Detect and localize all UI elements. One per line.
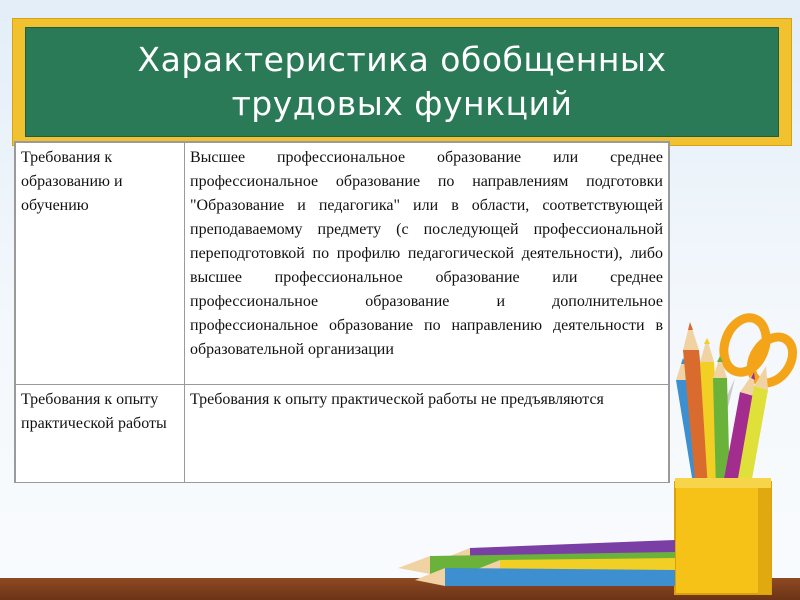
slide-title-line-2: трудовых функций xyxy=(231,84,573,123)
row-label-education: Требования к образованию и обучению xyxy=(16,143,185,385)
row-label-experience: Требования к опыту практической работы xyxy=(16,385,185,483)
row-value-experience: Требования к опыту практической работы не предъявляются xyxy=(185,385,669,483)
slide-title-line-1: Характеристика обобщенных xyxy=(137,40,667,79)
row-value-education: Высшее профессиональное образование или среднее профессиональное образование по направлениям подготовки "Образование и педагогика" или в области, соответствующей преподаваемому предмету (с последующей профессиональной переподготовкой по профилю педагогической деятельности), либо высшее профессиональное образование или среднее профессиональное образование и дополнительное профессиональное образование по направлению деятельности в образовательной организации xyxy=(185,143,669,385)
